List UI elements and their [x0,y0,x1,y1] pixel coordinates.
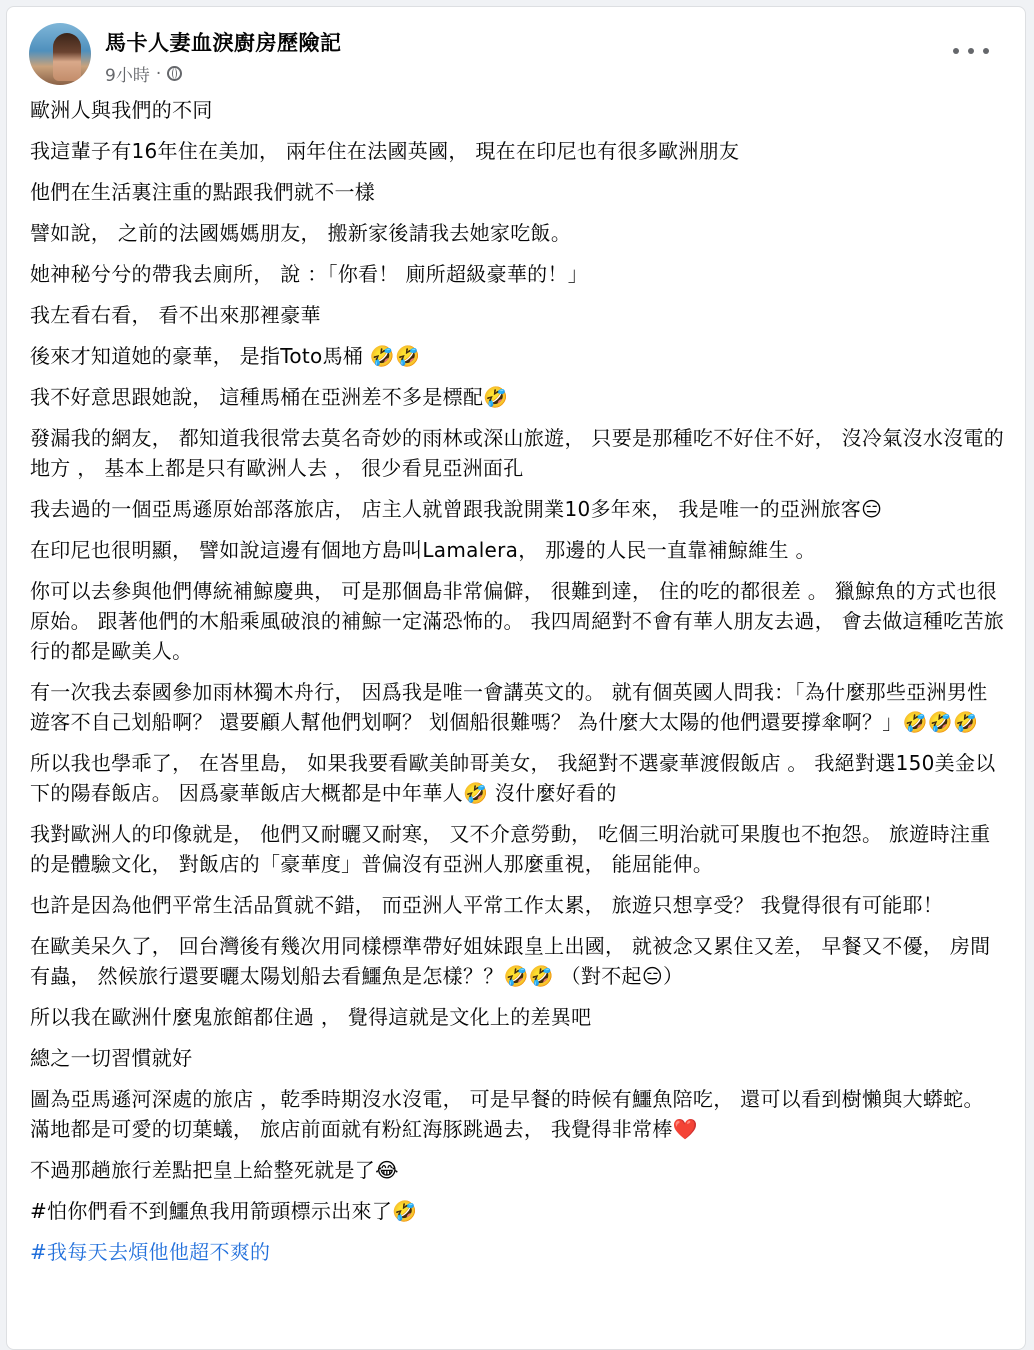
post-paragraph: 你可以去參與他們傳統補鯨慶典， 可是那個島非常偏僻， 很難到達， 住的吃的都很差 。 獵鯨魚的方式也很 原始。 跟著他們的木船乘風破浪的補鯨一定滿恐怖的。 我四周絕對不會有華人朋友去過， 會去做這種吃苦旅行的都是歐美人。 [30,579,1005,663]
post-paragraph: 歐洲人與我們的不同 [30,98,213,122]
post-paragraph: 不過那趟旅行差點把皇上給整死就是了😂 [30,1158,399,1182]
post-body [30,95,1006,1278]
post-paragraph: 我不好意思跟她說， 這種馬桶在亞洲差不多是標配🤣 [30,385,509,409]
more-options-button[interactable] [953,41,989,61]
post-paragraph: 圖為亞馬遜河深處的旅店 ，乾季時期沒水沒電， 可是早餐的時候有鱷魚陪吃， 還可以看到樹懶與大蟒蛇。 滿地都是可愛的切葉蟻， 旅店前面就有粉紅海豚跳過去， 我覺得非常棒❤️ [30,1087,991,1141]
post-paragraph: 他們在生活裏注重的點跟我們就不一樣 [30,180,376,204]
post-paragraph: 後來才知道她的豪華， 是指Toto馬桶 🤣🤣 [30,344,421,368]
post-paragraph: 我去過的一個亞馬遜原始部落旅店， 店主人就曾跟我說開業10多年來， 我是唯一的亞洲旅客😑 [30,497,883,521]
post-paragraph: #怕你們看不到鱷魚我用箭頭標示出來了🤣 [30,1199,418,1223]
post-paragraph: 所以我也學乖了， 在峇里島， 如果我要看歐美帥哥美女， 我絕對不選豪華渡假飯店 。 我絕對選150美金以下的陽春飯店。 因爲豪華飯店大概都是中年華人🤣 沒什麼好看的 [30,751,996,805]
post-card [6,6,1026,1350]
meta-separator: · [155,63,162,84]
post-paragraph: 我對歐洲人的印像就是， 他們又耐曬又耐寒， 又不介意勞動， 吃個三明治就可果腹也不抱怨。 旅遊時注重的是體驗文化， 對飯店的「豪華度」普偏沒有亞洲人那麼重視， 能屈能伸。 [30,822,991,876]
post-paragraph: 有一次我去泰國參加雨林獨木舟行， 因爲我是唯一會講英文的。 就有個英國人問我：「為什麼那些亞洲男性遊客不自己划船啊？ 還要顧人幫他們划啊？ 划個船很難嗎？ 為什麼大太陽的他們還要撐傘啊？」🤣🤣🤣 [30,680,988,734]
post-paragraph: 我這輩子有16年住在美加， 兩年住在法國英國， 現在在印尼也有很多歐洲朋友 [30,139,740,163]
post-paragraph: 她神秘兮兮的帶我去廁所， 說 ：「你看！ 廁所超級豪華的！」 [30,262,589,286]
post-paragraph: 在印尼也很明顯， 譬如說這邊有個地方島叫Lamalera， 那邊的人民一直靠補鯨維生 。 [30,538,816,562]
post-paragraph: 我左看右看， 看不出來那裡豪華 [30,303,321,327]
post-paragraph: 也許是因為他們平常生活品質就不錯， 而亞洲人平常工作太累， 旅遊只想享受？ 我覺得很有可能耶！ [30,893,944,917]
post-paragraph: 在歐美呆久了， 回台灣後有幾次用同樣標準帶好姐妹跟皇上出國， 就被念又累住又差， 早餐又不優， 房間有蟲， 然候旅行還要曬太陽划船去看鱷魚是怎樣？？🤣🤣 （對不起😑） [30,934,991,988]
post-paragraph: 總之一切習慣就好 [30,1046,193,1070]
globe-icon[interactable] [167,66,182,81]
hashtag-link[interactable]: #我每天去煩他他超不爽的 [30,1240,271,1264]
avatar-photo [53,33,81,81]
post-header [29,23,1003,89]
more-icon [968,48,974,54]
post-paragraph: 發漏我的網友， 都知道我很常去莫名奇妙的雨林或深山旅遊， 只要是那種吃不好住不好， 沒冷氣沒水沒電的地方 ， 基本上都是只有歐洲人去 ， 很少看見亞洲面孔 [30,426,1005,480]
post-paragraph: 所以我在歐洲什麼鬼旅館都住過 ， 覺得這就是文化上的差異吧 [30,1005,592,1029]
avatar[interactable] [29,23,91,85]
post-paragraph: 譬如說， 之前的法國媽媽朋友， 搬新家後請我去她家吃飯。 [30,221,572,245]
more-icon [953,48,959,54]
more-icon [983,48,989,54]
post-meta [105,61,182,86]
timestamp[interactable]: 9小時 [105,66,150,86]
author-name[interactable]: 馬卡人妻血淚廚房歷險記 [105,31,342,55]
